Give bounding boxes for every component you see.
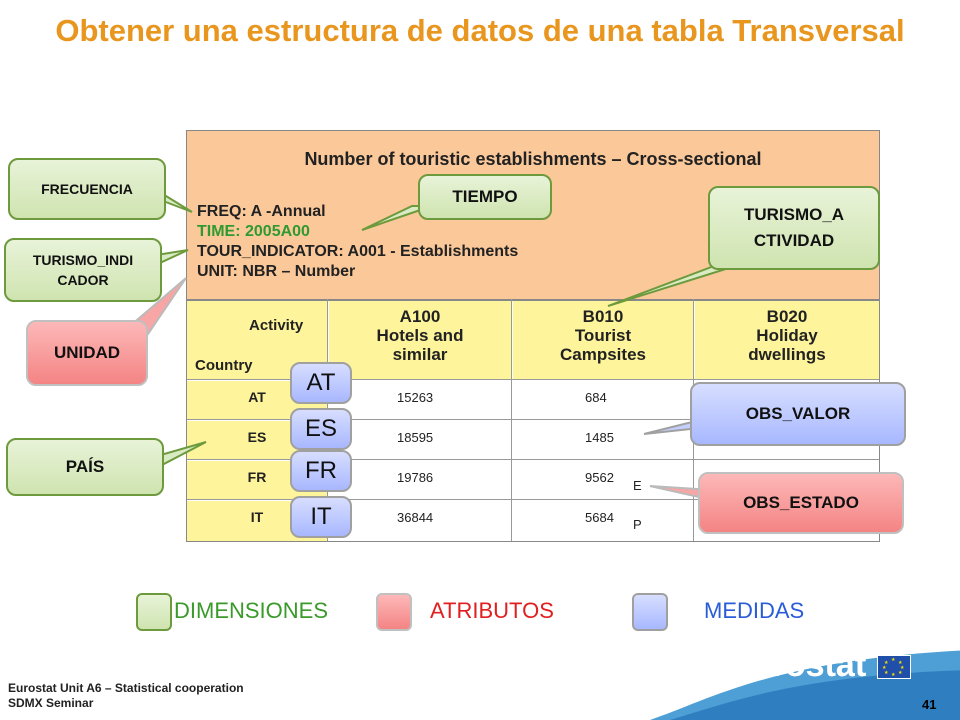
col-line1: Hotels and xyxy=(376,326,464,345)
cell-value: 9562 xyxy=(585,470,614,485)
col-line1: Holiday xyxy=(756,326,818,345)
col-code: B020 xyxy=(766,307,808,326)
country-it-box: IT xyxy=(290,496,352,538)
tiempo-callout: TIEMPO xyxy=(418,174,552,220)
footer-seminar: SDMX Seminar xyxy=(8,696,94,710)
footer-unit: Eurostat Unit A6 – Statistical cooperation xyxy=(8,681,244,695)
col-code: A100 xyxy=(399,307,441,326)
row-label: FR xyxy=(247,469,267,485)
frecuencia-callout: FRECUENCIA xyxy=(8,158,166,220)
country-label: Country xyxy=(195,357,253,374)
unit-line: UNIT: NBR – Number xyxy=(197,263,356,280)
cell-value: 18595 xyxy=(397,430,434,445)
freq-line: FREQ: A -Annual xyxy=(197,203,326,220)
pais-callout: PAÍS xyxy=(6,438,164,496)
cell-value: 15263 xyxy=(397,390,434,405)
col-line2: dwellings xyxy=(748,345,826,364)
cell-value: 684 xyxy=(585,390,607,405)
unidad-callout: UNIDAD xyxy=(26,320,148,386)
col-line2: similar xyxy=(392,345,448,364)
legend-dimensiones-swatch xyxy=(136,593,172,631)
legend-atributos-swatch xyxy=(376,593,412,631)
col-line2: Campsites xyxy=(560,345,646,364)
cell-value: 36844 xyxy=(397,510,434,525)
row-label: ES xyxy=(247,429,267,445)
eurostat-logo: eurostat xyxy=(732,646,867,684)
flag-e: E xyxy=(633,478,642,493)
tour-indicator-line: TOUR_INDICATOR: A001 - Establishments xyxy=(197,243,519,260)
cell-value: 19786 xyxy=(397,470,434,485)
cell-value: 5684 xyxy=(585,510,614,525)
country-fr-box: FR xyxy=(290,450,352,492)
eu-flag-icon: ★ ★ ★ ★ ★ ★ ★ ★ xyxy=(877,655,911,679)
turismo-indicador-callout: TURISMO_INDI CADOR xyxy=(4,238,162,302)
country-at-box: AT xyxy=(290,362,352,404)
activity-label: Activity xyxy=(249,317,304,334)
legend-atributos-label: ATRIBUTOS xyxy=(430,598,554,623)
obs-estado-callout: OBS_ESTADO xyxy=(698,472,904,534)
legend-dimensiones-label: DIMENSIONES xyxy=(174,598,329,623)
row-label: AT xyxy=(248,389,266,405)
turismo-actividad-callout: TURISMO_A CTIVIDAD xyxy=(708,186,880,270)
col-code: B010 xyxy=(582,307,624,326)
legend-medidas-swatch xyxy=(632,593,668,631)
col-line1: Tourist xyxy=(574,326,632,345)
flag-p: P xyxy=(633,517,642,532)
legend-medidas-label: MEDIDAS xyxy=(704,598,805,623)
page-number: 41 xyxy=(922,697,937,712)
cell-value: 1485 xyxy=(585,430,614,445)
table-title: Number of touristic establishments – Cross-sectional xyxy=(304,149,762,169)
time-line: TIME: 2005A00 xyxy=(197,223,310,240)
slide-title: Obtener una estructura de datos de una tabla Transversal xyxy=(55,13,905,48)
obs-valor-callout: OBS_VALOR xyxy=(690,382,906,446)
country-es-box: ES xyxy=(290,408,352,450)
row-label: IT xyxy=(250,509,264,525)
